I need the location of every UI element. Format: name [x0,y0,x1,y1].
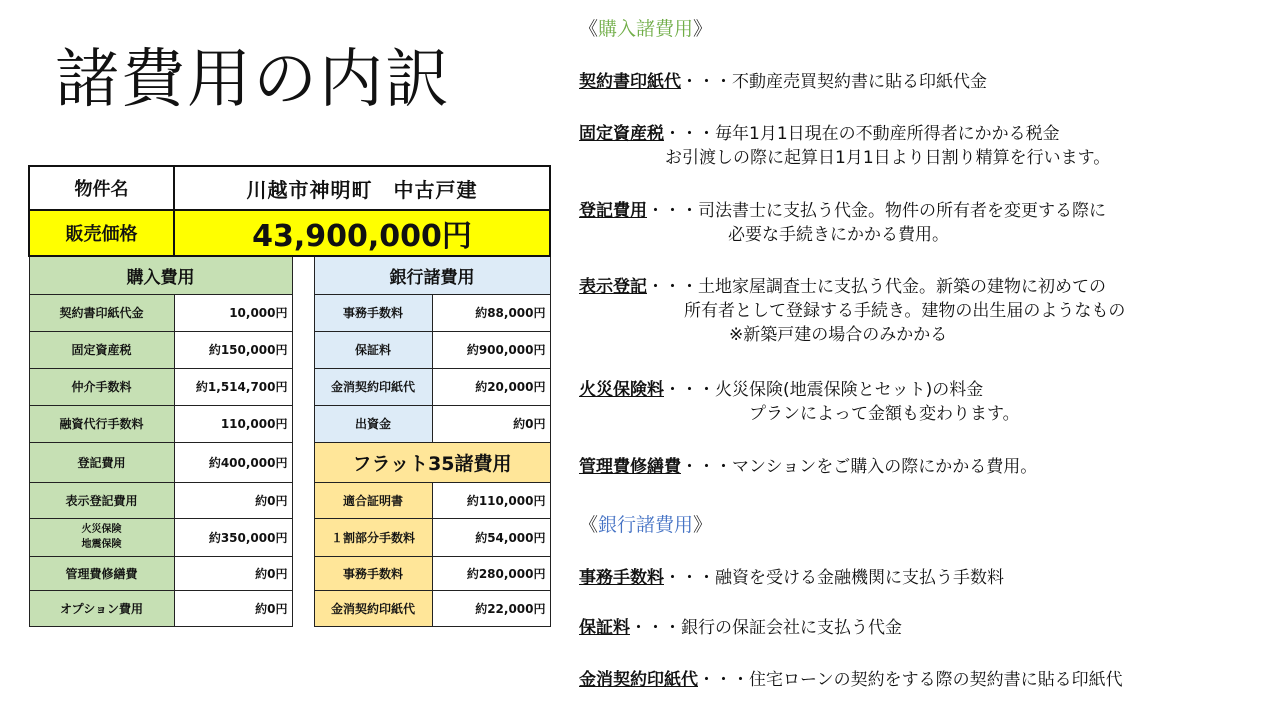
row-label-2: 適合証明書 [314,482,432,518]
explanation-term: 固定資産税 [579,124,664,144]
row-value: 10,000円 [174,294,292,331]
property-value: 川越市神明町 中古戸建 [174,166,550,210]
bank-heading-text: 銀行諸費用 [598,514,694,536]
row-label: オプション費用 [29,590,174,626]
row-label: 登記費用 [29,442,174,482]
row-value-2: 約54,000円 [432,518,550,556]
explanation-desc: ・・・毎年1月1日現在の不動産所得者にかかる税金 [664,124,1060,144]
row-label-2: 事務手数料 [314,556,432,590]
explanation-term: 保証料 [579,618,630,638]
row-label-2: 事務手数料 [314,294,432,331]
explanation-item [579,122,1110,170]
row-label: 融資代行手数料 [29,405,174,442]
purchase-heading-text: 購入諸費用 [598,18,694,40]
row-value-2: 約900,000円 [432,331,550,368]
row-value: 約350,000円 [174,518,292,556]
purchase-heading [579,14,712,41]
purchase-section-header: 購入費用 [29,256,292,294]
explanation-term: 登記費用 [579,201,647,221]
explanation-item [579,668,1123,692]
row-label-2: １割部分手数料 [314,518,432,556]
row-label: 契約書印紙代金 [29,294,174,331]
explanation-item [579,455,1037,479]
explanation-item [579,275,1125,347]
row-value: 約400,000円 [174,442,292,482]
row-value-2: 約0円 [432,405,550,442]
explanation-desc: ・・・火災保険(地震保険とセット)の料金 [664,380,984,400]
bracket-open: 《 [579,18,599,40]
explanation-item [579,199,1106,247]
row-label-2: 金消契約印紙代 [314,590,432,626]
bracket-open: 《 [579,514,599,536]
row-value: 約150,000円 [174,331,292,368]
property-label: 物件名 [29,166,174,210]
explanation-cont: 必要な手続きにかかる費用。 [728,225,949,245]
explanation-desc: ・・・住宅ローンの契約をする際の契約書に貼る印紙代 [698,670,1123,690]
row-label: 仲介手数料 [29,368,174,405]
explanation-desc: ・・・土地家屋調査士に支払う代金。新築の建物に初めての [647,277,1106,297]
row-value: 約0円 [174,556,292,590]
explanation-term: 事務手数料 [579,568,664,588]
row-label-line2: 地震保険 [81,539,122,550]
row-label: 表示登記費用 [29,482,174,518]
row-value-2: 約20,000円 [432,368,550,405]
row-value: 約0円 [174,590,292,626]
price-label: 販売価格 [29,210,174,256]
explanation-term: 金消契約印紙代 [579,670,698,690]
price-value: 43,900,000円 [174,210,550,256]
row-value: 約0円 [174,482,292,518]
bank-heading [579,510,712,537]
row-value: 110,000円 [174,405,292,442]
explanation-desc: ・・・銀行の保証会社に支払う代金 [630,618,902,638]
page-title: 諸費用の内訳 [55,43,451,117]
row-value: 約1,514,700円 [174,368,292,405]
cost-table [28,165,551,627]
explanation-item [579,616,902,640]
explanation-cont: プランによって金額も変わります。 [749,404,1020,424]
row-label [29,518,174,556]
explanation-cont: ※新築戸建の場合のみかかる [729,325,948,345]
flat35-section-header: フラット35諸費用 [314,442,550,482]
explanation-cont: お引渡しの際に起算日1月1日より日割り精算を行います。 [665,148,1111,168]
row-label-2: 出資金 [314,405,432,442]
explanation-item [579,70,987,94]
row-value-2: 約88,000円 [432,294,550,331]
explanation-term: 契約書印紙代 [579,72,681,92]
bank-section-header: 銀行諸費用 [314,256,550,294]
row-label-line1: 火災保険 [81,524,122,535]
row-label: 管理費修繕費 [29,556,174,590]
row-value-2: 約22,000円 [432,590,550,626]
table-gap [292,256,314,626]
row-label-2: 保証料 [314,331,432,368]
bracket-close: 》 [693,18,713,40]
explanation-term: 火災保険料 [579,380,664,400]
row-label-2: 金消契約印紙代 [314,368,432,405]
explanation-term: 管理費修繕費 [579,457,681,477]
explanation-desc: ・・・不動産売買契約書に貼る印紙代金 [681,72,987,92]
bracket-close: 》 [693,514,713,536]
explanation-cont: 所有者として登録する手続き。建物の出生届のようなもの [684,301,1126,321]
explanation-term: 表示登記 [579,277,647,297]
explanation-desc: ・・・司法書士に支払う代金。物件の所有者を変更する際に [647,201,1106,221]
row-label: 固定資産税 [29,331,174,368]
explanation-item [579,378,1020,426]
explanation-desc: ・・・融資を受ける金融機関に支払う手数料 [664,568,1004,588]
explanation-desc: ・・・マンションをご購入の際にかかる費用。 [681,457,1038,477]
row-value-2: 約110,000円 [432,482,550,518]
explanation-item [579,566,1004,590]
row-value-2: 約280,000円 [432,556,550,590]
